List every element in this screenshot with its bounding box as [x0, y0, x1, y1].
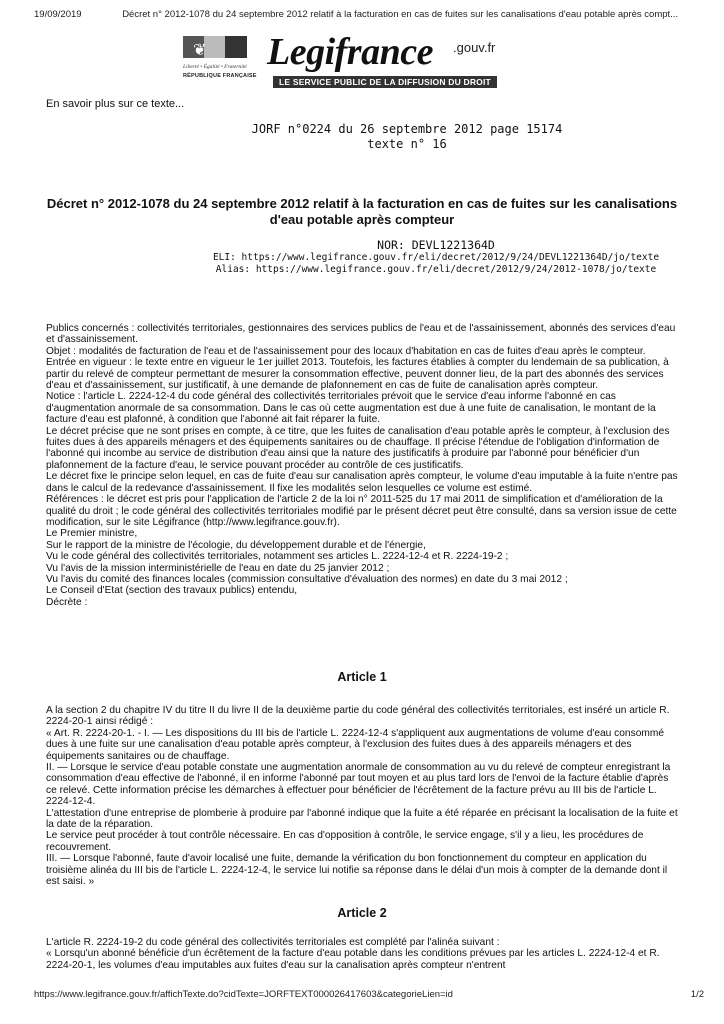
jorf-reference: [0, 122, 724, 152]
print-header: [34, 9, 690, 20]
brand-suffix: .gouv.fr: [453, 40, 496, 55]
paragraph: Vu l'avis du comité des finances locales (commission consultative d'évaluation des normes) en date du 3 mai 2012 ;: [46, 573, 568, 585]
article-2-heading: Article 2: [337, 906, 387, 920]
article-1-heading: Article 1: [337, 670, 387, 684]
paragraph: Le décret précise que ne sont prises en compte, à ce titre, que les fuites de canalisation d'eau potable après le compteur, à l'exclusion des fuites dues à des appareils ménagers et des équipements sanitaires ou de chauffage. Il précise l'étendue de l'obligation d'information de l'abonné qui incombe au service de distribution d'eau ainsi que la nature des justificatifs à produire par l'abonné pour bénéficier d'un plafonnement de la facture d'eau, le service pouvant procéder au contrôle de ces justificatifs.: [46, 425, 670, 471]
page-number: 1/2: [690, 989, 704, 1000]
paragraph: Objet : modalités de facturation de l'eau et de l'assainissement pour des locaux d'habitation en cas de fuites d'eau après le compteur.: [46, 345, 646, 357]
preamble: [46, 323, 680, 608]
paragraph: Entrée en vigueur : le texte entre en vigueur le 1er juillet 2013. Toutefois, les factures établies à compter du lendemain de sa publication, à partir du relevé de compteur permettant de mesurer la consommation effective, peuvent donner lieu, de la part des abonnés des services d'eau et d'assainissement, sur justificatif, à une demande de plafonnement en cas de fuite de canalisation après compteur.: [46, 357, 669, 392]
paragraph: « Lorsqu'un abonné bénéficie d'un écrêtement de la facture d'eau potable dans les conditions prévues par les articles L. 2224-12-4 et R. 2224-20-1, les volumes d'eau imputables aux fuites d'eau sur la canalisation après compteur n'entrent: [46, 948, 660, 971]
print-date: 19/09/2019: [34, 9, 82, 20]
paragraph: « Art. R. 2224-20-1. - I. — Les dispositions du III bis de l'article L. 2224-12-4 s'appliquent aux augmentations de volume d'eau consommé dues à une fuite sur une canalisation d'eau potable après compteur, à l'exclusion des fuites dues à des appareils ménagers et des équipements sanitaires ou de chauffage.: [46, 727, 664, 762]
paragraph: Sur le rapport de la ministre de l'écologie, du développement durable et de l'énergie,: [46, 539, 426, 551]
page-title: Décret n° 2012-1078 du 24 septembre 2012 relatif à la facturation en cas de fuites sur les canalisations d'eau potable après compteur: [46, 196, 678, 227]
print-footer: [34, 989, 704, 1000]
paragraph: Vu le code général des collectivités territoriales, notamment ses articles L. 2224-12-4 et R. 2224-19-2 ;: [46, 551, 509, 563]
article-1-body: [46, 705, 680, 888]
nor-code: NOR: DEVL1221364D: [377, 238, 495, 252]
republic-label: RÉPUBLIQUE FRANÇAISE: [183, 73, 257, 79]
eli-link[interactable]: ELI: https://www.legifrance.gouv.fr/eli/decret/2012/9/24/DEVL1221364D/jo/texte: [212, 252, 660, 263]
article-2-body: [46, 937, 680, 971]
paragraph: A la section 2 du chapitre IV du titre II du livre II de la deuxième partie du code général des collectivités territoriales, est inséré un article R. 2224-20-1 ainsi rédigé :: [46, 705, 670, 728]
paragraph: Le service peut procéder à tout contrôle nécessaire. En cas d'opposition à contrôle, le service engage, s'il y a lieu, les procédures de recouvrement.: [46, 830, 644, 853]
jorf-line-1: JORF n°0224 du 26 septembre 2012 page 15174: [251, 122, 563, 136]
paragraph: Vu l'avis de la mission interministérielle de l'eau en date du 25 janvier 2012 ;: [46, 562, 390, 574]
print-doc-title: Décret n° 2012-1078 du 24 septembre 2012 relatif à la facturation en cas de fuites sur les canalisations d'eau potable après compt...: [122, 9, 679, 20]
legifrance-logo[interactable]: [183, 31, 513, 94]
paragraph: Notice : l'article L. 2224-12-4 du code général des collectivités territoriales prévoit que le service d'eau informe l'abonné en cas d'augmentation anormale de sa consommation. Dans le cas où cette augmentation est due à une fuite de canalisation, le montant de la facture d'eau est plafonné, à condition que l'abonné ait fait réparer la fuite.: [46, 391, 656, 426]
republic-motto: Liberté • Égalité • Fraternité: [183, 64, 247, 70]
source-url: https://www.legifrance.gouv.fr/affichTexte.do?cidTexte=JORFTEXT000026417603&categorieLien=id: [34, 989, 453, 1000]
paragraph: L'article R. 2224-19-2 du code général des collectivités territoriales est complété par l'alinéa suivant :: [46, 937, 500, 948]
paragraph: III. — Lorsque l'abonné, faute d'avoir localisé une fuite, demande la vérification du bon fonctionnement du compteur en application du troisième alinéa du III bis de l'article L. 2224-12-4, le service lui notifie sa réponse dans le délai d'un mois à compter de la demande dont il est saisi. »: [46, 853, 668, 888]
nor-block: [0, 238, 724, 276]
paragraph: Publics concernés : collectivités territoriales, gestionnaires des services publics de l'eau et de l'assainissement, abonnés des services d'eau et d'assainissement.: [46, 323, 676, 346]
paragraph: Le Conseil d'Etat (section des travaux publics) entendu,: [46, 585, 298, 597]
paragraph: II. — Lorsque le service d'eau potable constate une augmentation anormale de consommation au vu du relevé de compteur enregistrant la consommation d'eau effective de l'abonné, il en informe l'abonné par tout moyen et au plus tard lors de l'envoi de la facture établie d'après ce relevé. Cette information précise les démarches à effectuer pour bénéficier de l'écrêtement de la facture prévu au III bis de l'article L. 2224-12-4.: [46, 762, 671, 808]
marianne-icon: ❦: [193, 40, 207, 59]
learn-more-link[interactable]: En savoir plus sur ce texte...: [46, 98, 185, 110]
paragraph: Le décret fixe le principe selon lequel, en cas de fuite d'eau sur canalisation après compteur, le volume d'eau imputable à la fuite n'entre pas dans le calcul de la redevance d'assainissement. Il fixe les modalités selon lesquelles ce volume est estimé.: [46, 471, 678, 494]
republic-flag-icon: [183, 36, 247, 58]
paragraph: Décrète :: [46, 596, 88, 608]
brand-tagline: LE SERVICE PUBLIC DE LA DIFFUSION DU DROIT: [273, 76, 497, 88]
paragraph: Références : le décret est pris pour l'application de l'article 2 de la loi n° 2011-525 du 17 mai 2011 de simplification et d'amélioration de la qualité du droit ; le code général des collectivités territoriales modifié par le présent décret peut être consulté, dans sa version issue de cette modification, sur le site Légifrance (http://www.legifrance.gouv.fr).: [46, 494, 677, 528]
paragraph: L'attestation d'une entreprise de plomberie à produire par l'abonné indique que la fuite a été réparée en précisant la localisation de la fuite et la date de la réparation.: [46, 807, 678, 831]
paragraph: Le Premier ministre,: [46, 528, 138, 540]
alias-link[interactable]: Alias: https://www.legifrance.gouv.fr/eli/decret/2012/9/24/2012-1078/jo/texte: [215, 264, 657, 275]
jorf-line-2: texte n° 16: [367, 137, 447, 151]
brand-name: Legifrance: [267, 31, 433, 73]
